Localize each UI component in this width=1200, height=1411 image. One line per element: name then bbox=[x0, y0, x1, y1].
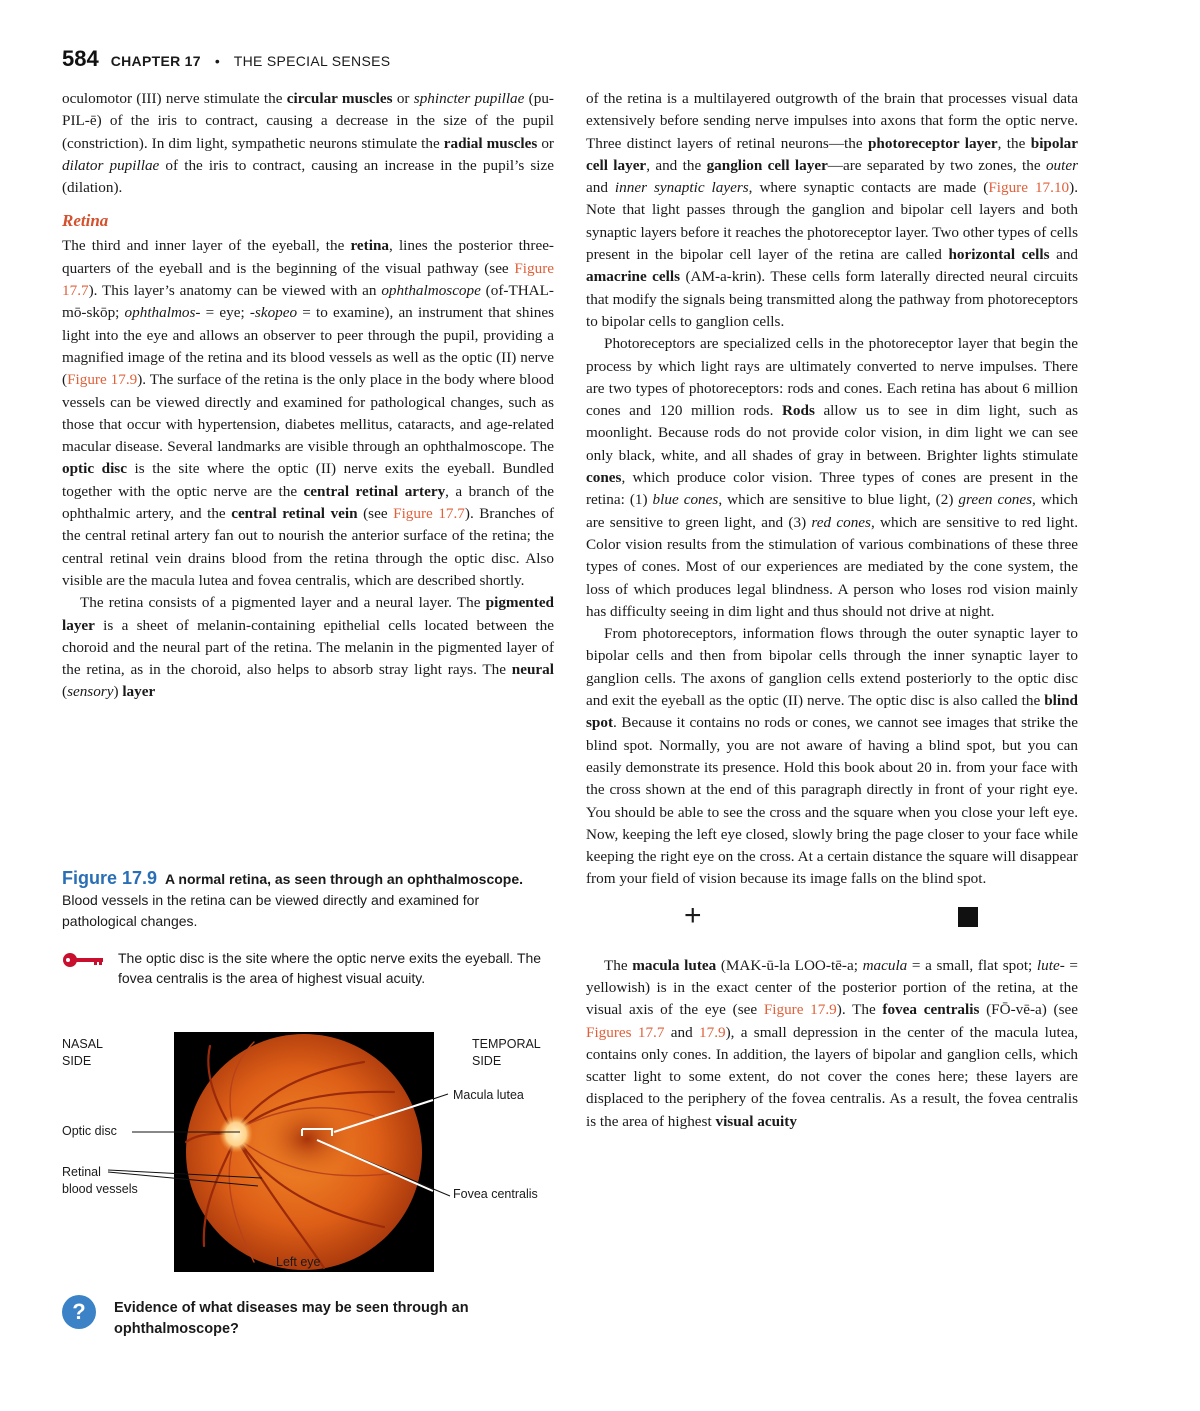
left-eye-label: Left eye bbox=[276, 1255, 321, 1269]
paragraph-retina: The third and inner layer of the eyeball, the retina, lines the posterior three-quarters of the eyeball and is the beginning of the visual pathway (see Figure 17.7). This layer’s anatomy can be viewed with an ophthalmoscope (of-THAL-mō-skōp; ophthalmos- = eye; -skopeo = to examine), an instrument that shines light into the eye and allows an observer to peer through the pupil, providing a magnified image of the retina and its blood vessels as well as the optic (II) nerve (Figure 17.9). The surface of the retina is the only place in the body where blood vessels can be viewed directly and examined for pathological changes, such as those that occur with hypertension, diabetes mellitus, cataracts, and age-related macular disease. Several landmarks are visible through an ophthalmoscope. The optic disc is the site where the optic (II) nerve exits the eyeball. Bundled together with the optic nerve are the central retinal artery, a branch of the ophthalmic artery, and the central retinal vein (see Figure 17.7). Branches of the central retinal artery fan out to nourish the anterior surface of the retina; the central retinal vein drains blood from the retina through the optic disc. Also visible are the macula lutea and fovea centralis, which are described shortly. bbox=[62, 237, 555, 589]
figure-link[interactable]: Figure 17.9 bbox=[67, 371, 138, 389]
temporal-side-label: TEMPORAL SIDE bbox=[472, 1037, 541, 1068]
question-icon: ? bbox=[62, 1295, 96, 1329]
paragraph-blind-spot: From photoreceptors, information flows through the outer synaptic layer to bipolar cells and then from bipolar cells through the inner synaptic layer to ganglion cells. The axons of ganglion cells extend posteriorly to the optic disc and exit the eyeball as the optic (II) nerve. The optic disc is also called the blind spot. Because it contains no rods or cones, we cannot see images that strike the blind spot. Normally, you are not aware of having a blind spot, but you can easily demonstrate its presence. Hold this book about 20 in. from your face with the cross shown at the end of this paragraph directly in front of your right eye. You should be able to see the cross and the square when you close your left eye. Now, keeping the left eye closed, slowly bring the page closer to your face while keeping the right eye on the cross. At a certain distance the square will disappear from your field of vision because its image falls on the blind spot. bbox=[586, 625, 1078, 888]
figure-link[interactable]: 17.9 bbox=[699, 1023, 726, 1041]
right-column bbox=[586, 88, 1078, 1133]
key-icon bbox=[62, 952, 106, 968]
question-text: Evidence of what diseases may be seen through an ophthalmoscope? bbox=[114, 1300, 469, 1337]
figure-caption bbox=[62, 868, 554, 932]
figure-17-9 bbox=[62, 868, 554, 1269]
section-title: THE SPECIAL SENSES bbox=[233, 53, 391, 69]
cross-symbol: + bbox=[684, 898, 702, 932]
retina-figure-area bbox=[62, 1032, 554, 1272]
blind-spot-demo bbox=[586, 891, 1078, 955]
figure-caption-text: Blood vessels in the retina can be viewed directly and examined for pathological changes. bbox=[62, 892, 480, 929]
nasal-side-label: NASAL SIDE bbox=[62, 1037, 103, 1068]
figure-link[interactable]: Figure 17.10 bbox=[988, 179, 1070, 197]
header-bullet: • bbox=[214, 53, 220, 69]
key-concept-text: The optic disc is the site where the optic nerve exits the eyeball. The fovea centralis is the area of highest visual acuity. bbox=[118, 950, 542, 986]
figure-link[interactable]: Figures 17.7 bbox=[586, 1023, 665, 1041]
figure-number: Figure 17.9 bbox=[62, 868, 158, 888]
left-column bbox=[62, 88, 554, 704]
paragraph-macula-lutea: The macula lutea (MAK-ū-la LOO-tē-a; macula = a small, flat spot; lute- = yellowish) is in the exact center of the posterior portion of the retina, at the visual axis of the eye (see Figure 17.9). The fovea centralis (FŌ-vē-a) (see Figures 17.7 and 17.9), a small depression in the center of the macula lutea, contains only cones. In addition, the layers of bipolar and ganglion cells, which scatter light to some extent, do not cover the cones here; these layers are displaced to the periphery of the fovea centralis. As a result, the fovea centralis is the area of highest visual acuity bbox=[586, 956, 1079, 1130]
page-number: 584 bbox=[62, 46, 99, 71]
fovea-centralis-label: Fovea centralis bbox=[453, 1187, 538, 1201]
paragraph-iris-muscles: oculomotor (III) nerve stimulate the circular muscles or sphincter pupillae (pu-PIL-ē) of the iris to contract, causing a decrease in the size of the pupil (constriction). In dim light, sympathetic neurons stimulate the radial muscles or dilator pupillae of the iris to contract, causing an increase in the pupil’s size (dilation). bbox=[62, 90, 555, 197]
chapter-label: CHAPTER 17 bbox=[110, 53, 201, 69]
section-heading-retina: Retina bbox=[62, 211, 109, 231]
macula-lutea-label: Macula lutea bbox=[453, 1088, 524, 1102]
paragraph-photoreceptors: Photoreceptors are specialized cells in the photoreceptor layer that begin the process by which light rays are ultimately converted to nerve impulses. There are two types of photoreceptors: rods and cones. Each retina has about 6 million cones and 120 million rods. Rods allow us to see in dim light, such as moonlight. Because rods do not provide color vision, in dim light we can see only black, white, and all shades of gray in between. Brighter lights stimulate cones, which produce color vision. Three types of cones are present in the retina: (1) blue cones, which are sensitive to blue light, (2) green cones, which are sensitive to green light, and (3) red cones, which are sensitive to red light. Color vision results from the stimulation of various combinations of these three types of cones. Most of our experiences are mediated by the cone system, the loss of which produces legal blindness. A person who loses rod vision mainly has difficulty seeing in dim light and thus should not drive at night. bbox=[586, 335, 1079, 620]
paragraph-retina-layers: The retina consists of a pigmented layer and a neural layer. The pigmented layer is a sheet of melanin-containing epithelial cells located between the choroid and the neural part of the retina. The melanin in the pigmented layer of the retina, as in the choroid, also helps to absorb stray light rays. The neural (sensory) layer bbox=[62, 594, 554, 701]
figure-link[interactable]: Figure 17.9 bbox=[763, 1001, 837, 1019]
figure-question bbox=[62, 1295, 554, 1340]
running-header bbox=[62, 46, 390, 72]
figure-link[interactable]: Figure 17.7 bbox=[393, 505, 465, 523]
key-concept-note bbox=[62, 948, 554, 988]
optic-disc-label: Optic disc bbox=[62, 1124, 117, 1138]
figure-title: A normal retina, as seen through an ophthalmoscope. bbox=[164, 871, 524, 887]
square-symbol bbox=[958, 907, 978, 927]
figure-link[interactable]: Figure 17.7 bbox=[62, 259, 554, 300]
retinal-vessels-label: Retinal blood vessels bbox=[62, 1165, 138, 1196]
paragraph-neural-layer: of the retina is a multilayered outgrowth of the brain that processes visual data extensively before sending nerve impulses into axons that form the optic nerve. Three distinct layers of retinal neurons—the photoreceptor layer, the bipolar cell layer, and the ganglion cell layer—are separated by two zones, the outer and inner synaptic layers, where synaptic contacts are made (Figure 17.10). Note that light passes through the ganglion and bipolar cell layers and both synaptic layers before it reaches the photoreceptor layer. Two other types of cells present in the bipolar cell layer of the retina are called horizontal cells and amacrine cells (AM-a-krin). These cells form laterally directed neural circuits that modify the signals being transmitted along the pathway from photoreceptors to bipolar cells to ganglion cells. bbox=[586, 90, 1079, 330]
